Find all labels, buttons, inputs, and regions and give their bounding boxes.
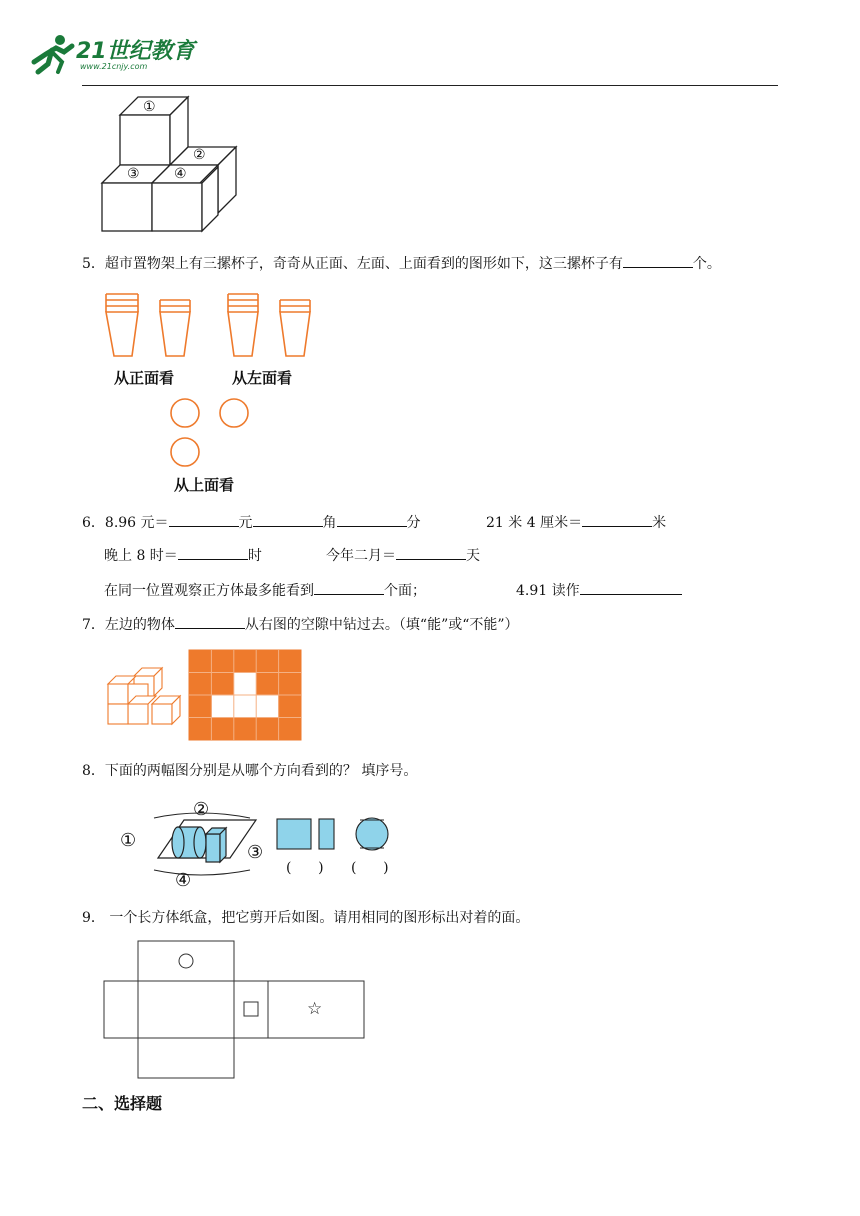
q5-suffix: 个。: [692, 256, 721, 272]
q5-answer-blank[interactable]: [623, 253, 693, 268]
q7-answer-blank[interactable]: [175, 614, 245, 629]
q7-text: 从右图的空隙中钻过去。（填“能”或“不能”）: [244, 617, 519, 633]
q6-blank-hour[interactable]: [178, 545, 248, 560]
q6-text: 个面；: [384, 583, 426, 599]
q5-number: 5．: [82, 256, 105, 272]
label-top-view: 从上面看: [174, 476, 235, 494]
q8-direction-1: ①: [120, 830, 137, 851]
q8-direction-4: ④: [175, 870, 192, 891]
runner-logo-icon: [28, 32, 78, 76]
q7-text: 左边的物体: [104, 617, 175, 633]
header-rule: [82, 85, 778, 86]
q6-text: 分: [406, 515, 421, 531]
question-7: [82, 614, 519, 634]
q5-text: 超市置物架上有三摞杯子，奇奇从正面、左面、上面看到的图形如下，这三摞杯子有: [104, 256, 623, 272]
q8-view-a: [276, 818, 336, 852]
q8-answer-paren-2[interactable]: ( ): [351, 860, 389, 876]
header-logo: [28, 32, 198, 76]
q6-text: 4.91 读作: [516, 583, 580, 599]
cube-label-4: ④: [174, 166, 187, 182]
question-6-line-2b: [326, 545, 480, 565]
question-6-meters: [486, 512, 666, 532]
q7-number: 7．: [82, 617, 105, 633]
cube-label-1: ①: [143, 99, 156, 115]
q6-text: 在同一位置观察正方体最多能看到: [104, 583, 314, 599]
q8-direction-3: ③: [247, 842, 264, 863]
label-front-view: 从正面看: [114, 369, 175, 387]
cups-top-view: [168, 396, 268, 471]
q6-number: 6．: [82, 515, 105, 531]
cube-label-2: ②: [193, 147, 206, 163]
q8-text: 下面的两幅图分别是从哪个方向看到的？ 填序号。: [104, 763, 418, 779]
q6-text: 8.96 元＝: [104, 515, 169, 531]
q7-cubes-figure: [104, 666, 184, 736]
q6-blank-yuan[interactable]: [169, 512, 239, 527]
cups-front-view: [104, 290, 204, 360]
question-8: [82, 760, 417, 780]
q6-text: 角: [322, 515, 337, 531]
q6-text: 时: [247, 548, 262, 564]
q6-blank-days[interactable]: [396, 545, 466, 560]
q6-text: 米: [652, 515, 667, 531]
q7-grid-figure: [189, 650, 304, 742]
q6-blank-read[interactable]: [580, 580, 682, 595]
question-6-line-3a: [104, 580, 426, 600]
question-9: [82, 907, 529, 927]
q6-text: 天: [466, 548, 480, 564]
q6-text: 21 米 4 厘米＝: [486, 515, 583, 531]
q6-blank-faces[interactable]: [314, 580, 384, 595]
q9-text: 一个长方体纸盒，把它剪开后如图。请用相同的图形标出对着的面。: [104, 910, 530, 926]
q6-text: 元: [238, 515, 253, 531]
logo-text: 21世纪教育: [76, 39, 195, 64]
cube-label-3: ③: [127, 166, 140, 182]
star-icon: ☆: [307, 999, 323, 1019]
question-5: [82, 253, 721, 273]
q6-blank-jiao[interactable]: [253, 512, 323, 527]
q6-text: 今年二月＝: [326, 548, 396, 564]
q8-number: 8．: [82, 763, 105, 779]
question-6-line-3b: [516, 580, 682, 600]
logo-url: www.21cnjy.com: [80, 62, 148, 71]
box-net-figure: [103, 940, 368, 1080]
q6-text: 晚上 8 时＝: [104, 548, 178, 564]
q8-direction-2: ②: [193, 799, 210, 820]
q8-answer-paren-1[interactable]: ( ): [286, 860, 324, 876]
q8-view-b: [355, 817, 395, 853]
q6-blank-meters[interactable]: [582, 512, 652, 527]
q6-blank-fen[interactable]: [337, 512, 407, 527]
q9-number: 9．: [82, 910, 105, 926]
question-6-line-1: [82, 512, 421, 532]
cups-left-view: [226, 290, 326, 360]
section-2-title: 二、选择题: [82, 1094, 163, 1113]
label-left-view: 从左面看: [232, 369, 293, 387]
question-6-line-2a: [104, 545, 262, 565]
